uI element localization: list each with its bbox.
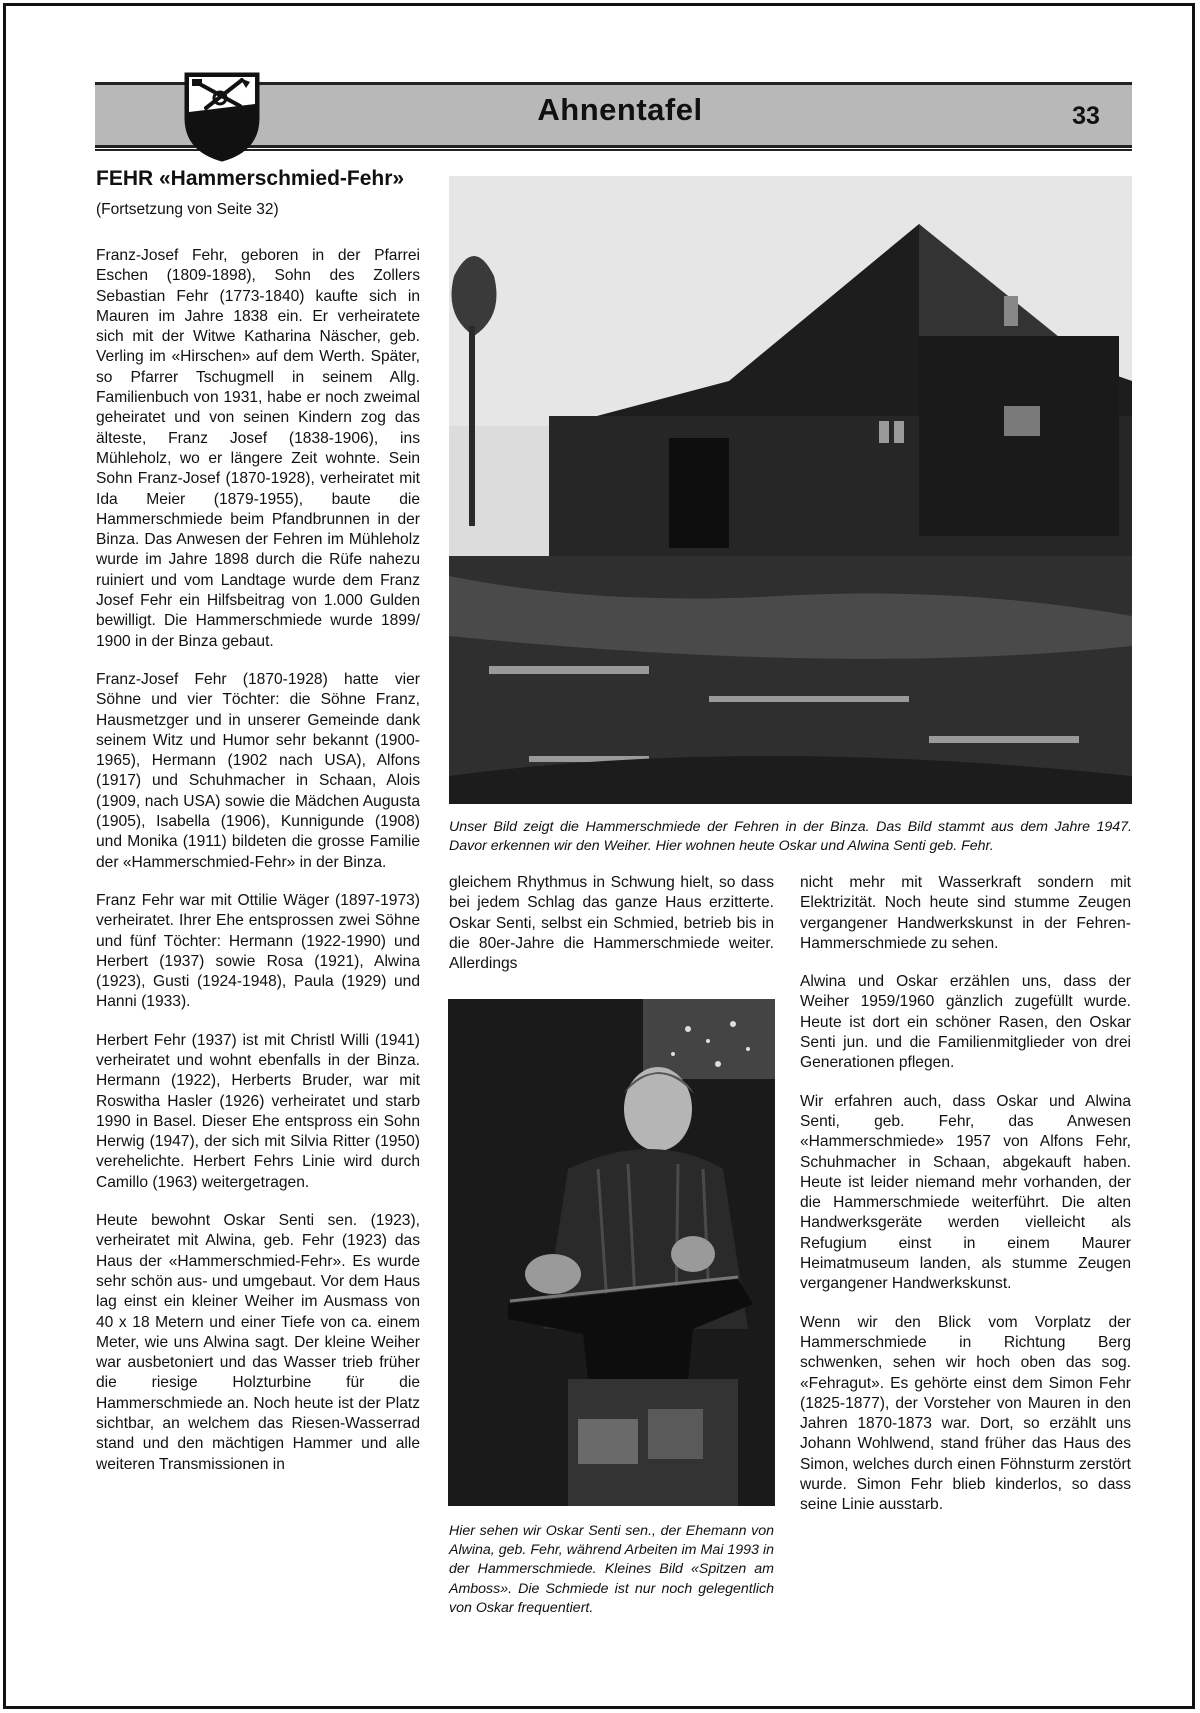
paragraph: nicht mehr mit Wasserkraft sondern mit Elektrizität. Noch heute sind stumme Zeugen vergangener Handwerkskunst in der Fehren-Hammerschmiede zu sehen.: [800, 874, 1131, 952]
photo-caption: Unser Bild zeigt die Hammerschmiede der Fehren in der Binza. Das Bild stammt aus dem Jahre 1947. Davor erkennen wir den Weiher. Hier wohnen heute Oskar und Alwina Senti geb. Fehr.: [449, 819, 1132, 854]
paragraph: Franz Fehr war mit Ottilie Wäger (1897-1973) verheiratet. Ihrer Ehe entsprossen zwei Söhne und fünf Töchter: Hermann (1922-1990) und Herbert (1937) sowie Rosa (1921), Alwina (1923), Gusti (1924-1948), Paula (1929) und Hanni (1933).: [96, 891, 420, 1011]
paragraph: Herbert Fehr (1937) ist mit Christl Willi (1941) verheiratet und wohnt ebenfalls in der Binza. Hermann (1922), Herberts Bruder, war mit Roswitha Hasler (1926) verheiratet und starb 1990 in Basel. Dieser Ehe entspross ein Sohn Herwig (1947), der sich mit Silvia Ritter (1950) verehelichte. Herbert Fehrs Linie wird durch Camillo (1963) weitergetragen.: [96, 1031, 420, 1191]
paragraph: Franz-Josef Fehr (1870-1928) hatte vier Söhne und vier Töchter: die Söhne Franz, Hausmetzger und in unserer Gemeinde dank seinem Witz und Humor sehr bekannt (1900-1965), Hermann (1902 nach USA), Alfons (1917) und Schuhmacher in Schaan, Alois (1909, nach USA) sowie die Mädchen Augusta (1905), Isabella (1906), Kunnigunde (1908) und Monika (1911) bildeten die grosse Familie der «Hammerschmied-Fehr» in der Binza.: [96, 670, 420, 871]
paragraph: Alwina und Oskar erzählen uns, dass der Weiher 1959/1960 gänzlich zugefüllt wurde. Heute ist dort ein schöner Rasen, den Oskar Senti jun. und die Familienmitglieder von drei Generationen pflegen.: [800, 973, 1131, 1072]
paragraph: gleichem Rhythmus in Schwung hielt, so dass bei jedem Schlag das ganze Haus erzitterte. Oskar Senti, selbst ein Schmied, betrieb bis in die 80er-Jahre die Hammerschmiede weiter. Allerdings: [449, 874, 774, 973]
blacksmith-photo: [448, 999, 775, 1506]
paragraph: Wenn wir den Blick vom Vorplatz der Hammerschmiede in Richtung Berg schwenken, sehen wir hoch oben das sog. «Fehragut». Es gehörte einst dem Simon Fehr (1825-1877), der Vorsteher von Mauren in den Jahren 1870-1873 war. Dort, so erzählt uns Johann Wohlwend, stand früher das Haus des Simon, welches durch einen Föhnsturm zerstört wurde. Simon Fehr blieb kinderlos, so dass seine Linie ausstarb.: [800, 1313, 1131, 1514]
hammerschmiede-photo: [449, 176, 1132, 804]
paragraph: Wir erfahren auch, dass Oskar und Alwina Senti, geb. Fehr, das Anwesen «Hammerschmiede» 1957 von Alfons Fehr, Schuhmacher in Schaan, abgekauft haben. Heute ist leider niemand mehr vorhanden, der die Hammerschmiede weiterführt. Die alten Handwerksgeräte werden vielleicht als Refugium einst in einem Maurer Heimatmuseum landen, als stumme Zeugen vergangener Handwerkskunst.: [800, 1092, 1131, 1293]
page-number: 33: [1072, 102, 1100, 130]
section-title: Ahnentafel: [537, 92, 703, 127]
paragraph: Franz-Josef Fehr, geboren in der Pfarrei Eschen (1809-1898), Sohn des Zollers Sebastian Fehr (1773-1840) kaufte sich in Mauren im Jahre 1838 ein. Er verheiratete sich mit der Witwe Katharina Näscher, geb. Verling im «Hirschen» auf dem Werth. Später, so Pfarrer Tschugmell in seinem Allg. Familienbuch von 1931, habe er noch zweimal geheiratet und von seinen Kindern zog das älteste, Franz Josef (1838-1906), ins Mühleholz, wo er längere Zeit wohnte. Sein Sohn Franz-Josef (1870-1928), verheiratet mit Ida Meier (1879-1955), baute die Hammerschmiede beim Pfandbrunnen in der Binza. Das Anwesen der Fehren im Mühleholz wurde im Jahre 1898 durch die Rüfe nahezu ruiniert und vom Landtage wurde dem Franz Josef Fehr ein Hilfsbeitrag von 1.000 Gulden bewilligt. Die Hammerschmiede wurde 1899/ 1900 in der Binza gebaut.: [96, 247, 420, 650]
right-column: [800, 873, 1131, 1534]
left-column: [96, 166, 420, 1493]
photo-caption: Hier sehen wir Oskar Senti sen., der Ehemann von Alwina, geb. Fehr, während Arbeiten im Mai 1993 in der Hammerschmiede. Kleines Bild «Spitzen am Amboss». Die Schmiede ist nur noch gelegentlich von Oskar frequentiert.: [449, 1523, 774, 1616]
paragraph: Heute bewohnt Oskar Senti sen. (1923), verheiratet mit Alwina, geb. Fehr (1923) das Haus der «Hammerschmied-Fehr». Es wurde sehr schön aus- und umgebaut. Vor dem Haus lag einst ein kleiner Weiher im Ausmass von 40 x 18 Metern und einer Tiefe von ca. einem Meter, wie uns Alwina sagt. Der kleine Weiher war ausbetoniert und das Wasser trieb früher die riesige Holzturbine für die Hammerschmiede an. Noch heute ist der Platz sichtbar, an welchem das Riesen-Wasserrad stand und den mächtigen Hammer und alle weiteren Transmissionen in: [96, 1212, 420, 1473]
middle-column: [449, 873, 774, 992]
article-title: FEHR «Hammerschmied-Fehr»: [96, 167, 405, 190]
coat-of-arms-icon: [182, 70, 262, 162]
continuation-note: (Fortsetzung von Seite 32): [96, 201, 279, 218]
